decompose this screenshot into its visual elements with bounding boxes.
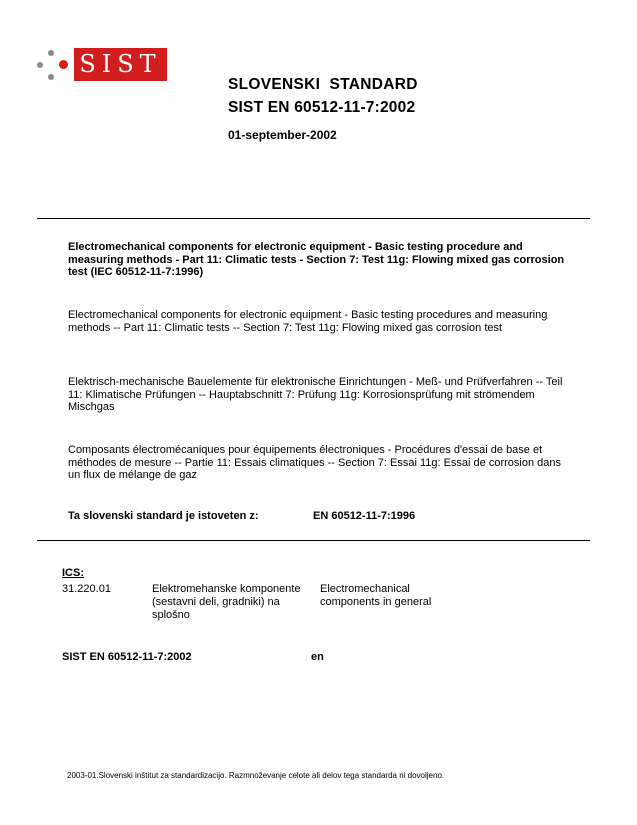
logo-dot-icon <box>48 50 54 56</box>
sist-logo: SIST <box>74 48 167 81</box>
document-language: en <box>311 651 324 663</box>
publication-date: 01-september-2002 <box>228 128 337 142</box>
identity-value: EN 60512-11-7:1996 <box>313 510 416 522</box>
standard-type-heading: SLOVENSKI STANDARD <box>228 76 418 93</box>
ics-description-english: Electromechanical components in general <box>320 583 432 608</box>
logo-dot-icon <box>48 74 54 80</box>
title-english: Electromechanical components for electronic equipment - Basic testing procedures and measuring methods -- Part 11: Climatic tests -- Section 7: Test 11g: Flowing mixed gas corrosion test <box>68 309 548 334</box>
title-french: Composants électromécaniques pour équipements électroniques - Procédures d'essai de base et méthodes de mesure -- Partie 11: Essais climatiques -- Section 7: Essai 11g: Essai de corrosion dans un flux de mélange de gaz <box>68 444 561 481</box>
logo-dots-icon <box>36 47 76 87</box>
title-german: Elektrisch-mechanische Bauelemente für elektronische Einrichtungen - Meß- und Prüfverfahren -- Teil 11: Klimatische Prüfungen -- Hauptabschnitt 7: Prüfung 11g: Korrosionsprüfung mit strömendem Mischgas <box>68 376 563 413</box>
copyright-footer: 2003-01.Slovenski inštitut za standardizacijo. Razmnoževanje celote ali delov tega standarda ni dovoljeno. <box>67 771 445 780</box>
document-id: SIST EN 60512-11-7:2002 <box>62 651 192 663</box>
identity-label: Ta slovenski standard je istoveten z: <box>68 510 259 522</box>
ics-title: ICS: <box>62 567 84 579</box>
bottom-divider <box>37 540 590 541</box>
logo-dot-red-icon <box>59 60 68 69</box>
logo-dot-icon <box>37 62 43 68</box>
top-divider <box>37 218 590 219</box>
main-title: Electromechanical components for electronic equipment - Basic testing procedure and measuring methods - Part 11: Climatic tests - Section 7: Test 11g: Flowing mixed gas corrosion test (IEC 60512-11-7:1996) <box>68 241 565 278</box>
ics-code: 31.220.01 <box>62 583 111 595</box>
standard-number-heading: SIST EN 60512-11-7:2002 <box>228 99 416 116</box>
ics-description-slovenian: Elektromehanske komponente (sestavni deli, gradniki) na splošno <box>152 583 301 621</box>
